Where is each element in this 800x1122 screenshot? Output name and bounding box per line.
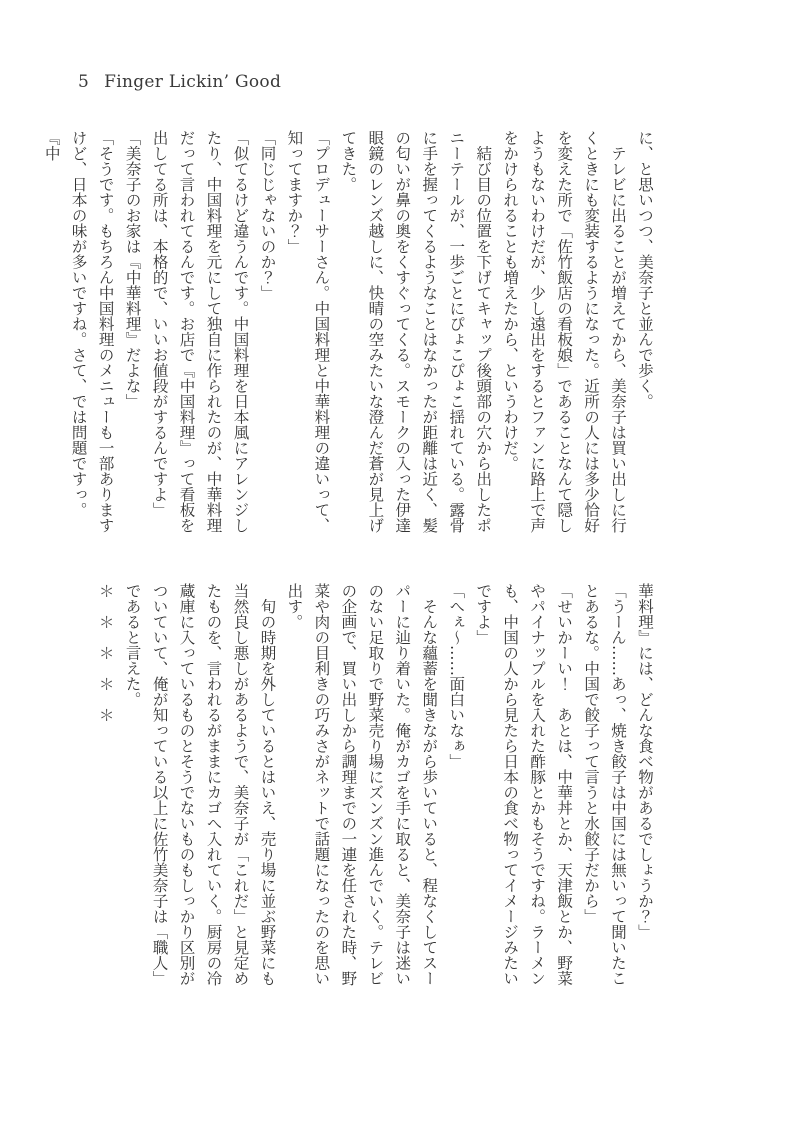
paragraph: 「せいかーい！ あとは、中華丼とか、天津飯とか、野菜やパイナップルを入れた酢豚とかもそうですね。ラーメンも、中国の人から見たら日本の食べ物ってイメージみたいですよ」 xyxy=(474,583,574,986)
scene-break-asterisks: ＊ ＊ ＊ ＊ ＊ xyxy=(96,583,115,723)
page-header xyxy=(78,72,281,92)
text-block-top xyxy=(38,130,658,534)
page-number: 5 xyxy=(78,72,90,92)
paragraph: 「へぇ～……面白いなぁ」 xyxy=(447,583,466,769)
paragraph: 「そうです。もちろん中国料理のメニューも一部ありますけど、日本の味が多いですね。さて、では問題ですっ。『中 xyxy=(42,130,115,533)
paragraph: そんな蘊蓄を聞きながら歩いていると、程なくしてスーパーに辿り着いた。俺がカゴを手に取ると、美奈子は迷いのない足取りで野菜売り場にズンズン進んでいく。テレビの企画で、買い出しから調理までの一連を任された時、野菜や肉の目利きの巧みさがネットで話題になったのを思い出す。 xyxy=(285,583,439,986)
paragraph: 「プロデューサーさん。中国料理と中華料理の違いって、知ってますか？」 xyxy=(285,130,331,533)
paragraph: 「似てるけど違うんです。中国料理を日本風にアレンジしたり、中国料理を元にして独自に作られたのが、中華料理だって言われてるんです。お店で『中国料理』って看板を出してる所は、本格的で、いいお値段がするんですよ」 xyxy=(150,130,250,533)
paragraph: 「同じじゃないのか？」 xyxy=(258,130,277,301)
text-block-bottom xyxy=(58,583,658,987)
paragraph: 「美奈子のお家は『中華料理』だよな」 xyxy=(123,130,142,409)
paragraph: 「うーん……あっ、焼き餃子は中国には無いって聞いたことあるな。中国で餃子って言うと水餃子だから」 xyxy=(582,583,628,986)
paragraph: 結び目の位置を下げてキャップ後頭部の穴から出したポニーテールが、一歩ごとにぴょこぴょこ揺れている。露骨に手を握ってくるようなことはなかったが距離は近く、髪の匂いが鼻の奥をくすぐってくる。スモークの入った伊達眼鏡のレンズ越しに、快晴の空みたいな澄んだ蒼が見上げてきた。 xyxy=(339,130,493,533)
paragraph: 華料理』には、どんな食べ物があるでしょうか？」 xyxy=(636,583,654,940)
paragraph: テレビに出ることが増えてから、美奈子は買い出しに行くときにも変装するようになった。近所の人には多少恰好を変えた所で「佐竹飯店の看板娘」であることなんて隠しようもないわけだが、少し遠出をするとファンに路上で声をかけられることも増えたから、というわけだ。 xyxy=(501,130,628,533)
paragraph: に、と思いつつ、美奈子と並んで歩く。 xyxy=(636,130,654,409)
chapter-title: Finger Lickin’ Good xyxy=(104,72,282,92)
paragraph: 旬の時期を外しているとはいえ、売り場に並ぶ野菜にも当然良し悪しがあるようで、美奈子が「これだ」と見定めたものを、言われるがままにカゴへ入れていく。厨房の冷蔵庫に入っているものとそうでないものもしっかり区別がついていて、俺が知っている以上に佐竹美奈子は「職人」であると言えた。 xyxy=(123,583,277,986)
